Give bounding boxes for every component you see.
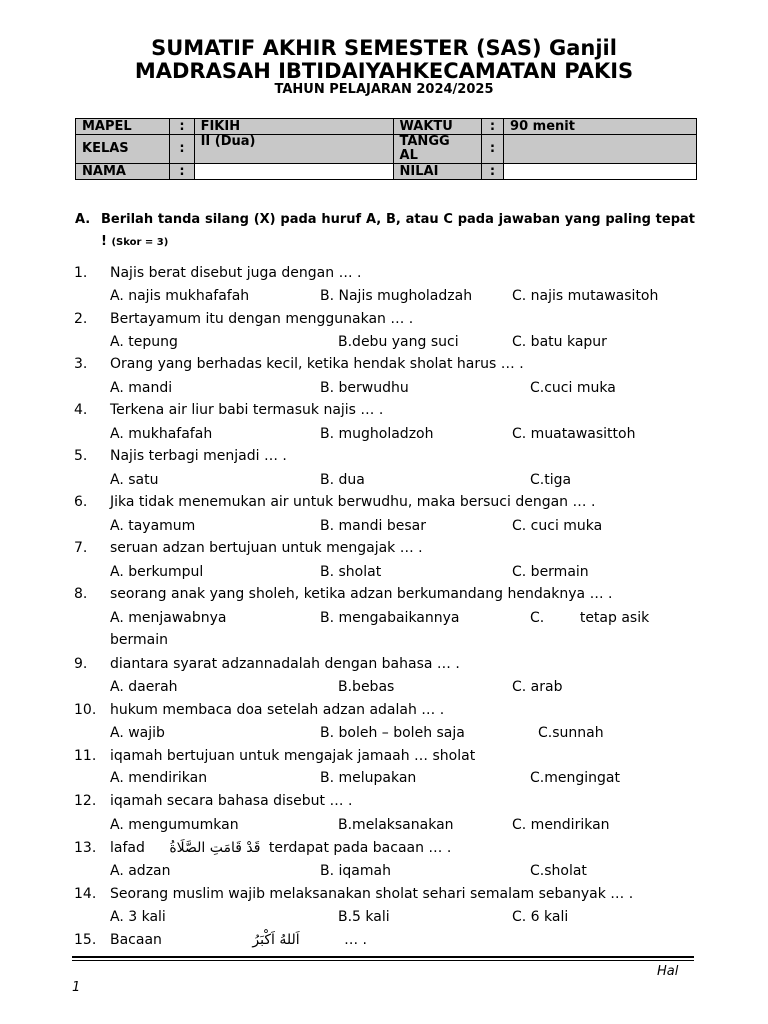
question-number: 2. (74, 311, 88, 327)
question-text: seruan adzan bertujuan untuk mengajak … . (110, 540, 423, 556)
question-number: 7. (74, 540, 88, 556)
question-number: 14. (74, 886, 97, 902)
nilai-value[interactable] (504, 164, 697, 180)
option-b[interactable]: B. berwudhu (320, 380, 409, 396)
option-c[interactable]: C.sholat (530, 863, 587, 879)
option-b[interactable]: B. dua (320, 472, 365, 488)
option-b[interactable]: B. melupakan (320, 770, 417, 786)
question-text: Jika tidak menemukan air untuk berwudhu, maka bersuci dengan … . (110, 494, 596, 510)
arabic-phrase: قَدْ قَامَتِ الصَّلَاةُ (169, 840, 261, 856)
question-number: 13. (74, 840, 97, 856)
academic-year: TAHUN PELAJARAN 2024/2025 (274, 82, 494, 97)
tanggal-label: TANGG AL (393, 135, 481, 164)
option-c-continuation: bermain (110, 632, 168, 648)
score-note: (Skor = 3) (111, 237, 169, 248)
colon: : (170, 164, 194, 180)
footer-divider-thin (72, 960, 694, 961)
info-row-kelas (76, 135, 697, 164)
option-c[interactable]: C. cuci muka (512, 518, 603, 534)
question-text: iqamah bertujuan untuk mengajak jamaah … sholat (110, 748, 476, 764)
question-number: 12. (74, 793, 97, 809)
school-name: MADRASAH IBTIDAIYAHKECAMATAN PAKIS (134, 59, 634, 83)
question-text: Najis terbagi menjadi … . (110, 448, 287, 464)
student-info-table (75, 118, 697, 180)
option-c[interactable]: C. arab (512, 679, 563, 695)
question-text: Bertayamum itu dengan menggunakan … . (110, 311, 414, 327)
option-b[interactable]: B. mengabaikannya (320, 610, 460, 626)
question-number: 8. (74, 586, 88, 602)
question-text: diantara syarat adzannadalah dengan bahasa … . (110, 656, 460, 672)
option-c[interactable]: C. 6 kali (512, 909, 569, 925)
option-c[interactable]: C. batu kapur (512, 334, 607, 350)
question-text-pre: lafad (110, 840, 145, 856)
option-b[interactable]: B.debu yang suci (338, 334, 459, 350)
option-a[interactable]: A. 3 kali (110, 909, 166, 925)
option-b[interactable]: B. sholat (320, 564, 382, 580)
instruction-text: Berilah tanda silang (X) pada huruf A, B, atau C pada jawaban yang paling tepat ! (101, 212, 695, 249)
colon: : (481, 135, 503, 164)
option-a[interactable]: A. mendirikan (110, 770, 208, 786)
kelas-value: II (Dua) (194, 135, 393, 164)
question-number: 5. (74, 448, 88, 464)
option-c[interactable]: C. mendirikan (512, 817, 610, 833)
question-text-pre: Bacaan (110, 932, 162, 948)
arabic-phrase: اَللهُ اَكْبَرُ (252, 932, 300, 948)
option-b[interactable]: B. mandi besar (320, 518, 426, 534)
option-b[interactable]: B.melaksanakan (338, 817, 454, 833)
colon: : (170, 135, 194, 164)
option-a[interactable]: A. najis mukhafafah (110, 288, 250, 304)
option-a[interactable]: A. mukhafafah (110, 426, 213, 442)
colon: : (481, 119, 503, 135)
option-c[interactable]: C. najis mutawasitoh (512, 288, 659, 304)
page-label: Hal (657, 964, 679, 979)
kelas-label: KELAS (76, 135, 170, 164)
page-number: 1 (72, 980, 81, 995)
option-a[interactable]: A. mengumumkan (110, 817, 239, 833)
question-number: 15. (74, 932, 97, 948)
option-c[interactable]: C.mengingat (530, 770, 620, 786)
option-b[interactable]: B. mugholadzoh (320, 426, 434, 442)
option-a[interactable]: A. berkumpul (110, 564, 204, 580)
option-b[interactable]: B. boleh – boleh saja (320, 725, 465, 741)
question-text: hukum membaca doa setelah adzan adalah … . (110, 702, 445, 718)
option-a[interactable]: A. menjawabnya (110, 610, 227, 626)
option-a[interactable]: A. satu (110, 472, 159, 488)
option-c[interactable]: C. tetap asik (530, 610, 650, 626)
question-number: 3. (74, 356, 88, 372)
colon: : (481, 164, 503, 180)
mapel-value: FIKIH (194, 119, 393, 135)
question-number: 10. (74, 702, 97, 718)
exam-title: SUMATIF AKHIR SEMESTER (SAS) Ganjil (151, 36, 617, 60)
question-text: iqamah secara bahasa disebut … . (110, 793, 353, 809)
question-text: Seorang muslim wajib melaksanakan sholat sehari semalam sebanyak … . (110, 886, 634, 902)
nilai-label: NILAI (393, 164, 481, 180)
option-a[interactable]: A. mandi (110, 380, 173, 396)
option-b[interactable]: B. Najis mugholadzah (320, 288, 473, 304)
nama-label: NAMA (76, 164, 170, 180)
question-number: 9. (74, 656, 88, 672)
question-number: 1. (74, 265, 88, 281)
mapel-label: MAPEL (76, 119, 170, 135)
option-a[interactable]: A. adzan (110, 863, 171, 879)
question-text: Najis berat disebut juga dengan … . (110, 265, 362, 281)
option-b[interactable]: B. iqamah (320, 863, 391, 879)
section-letter: A. (75, 212, 91, 227)
waktu-value: 90 menit (504, 119, 697, 135)
colon: : (170, 119, 194, 135)
tanggal-value[interactable] (504, 135, 697, 164)
question-number: 4. (74, 402, 88, 418)
option-b[interactable]: B.5 kali (338, 909, 390, 925)
question-text-post: … . (344, 932, 367, 948)
option-c[interactable]: C. muatawasittoh (512, 426, 636, 442)
question-text: Terkena air liur babi termasuk najis … . (110, 402, 384, 418)
question-text: Orang yang berhadas kecil, ketika hendak sholat harus … . (110, 356, 524, 372)
instruction (75, 209, 695, 254)
question-number: 6. (74, 494, 88, 510)
option-c[interactable]: C.sunnah (538, 725, 604, 741)
info-row-mapel (76, 119, 697, 135)
question-text: seorang anak yang sholeh, ketika adzan berkumandang hendaknya … . (110, 586, 613, 602)
option-b[interactable]: B.bebas (338, 679, 395, 695)
option-a[interactable]: A. wajib (110, 725, 165, 741)
waktu-label: WAKTU (393, 119, 481, 135)
question-number: 11. (74, 748, 97, 764)
option-c[interactable]: C.tiga (530, 472, 572, 488)
footer-divider-thick (72, 956, 694, 958)
option-c[interactable]: C.cuci muka (530, 380, 616, 396)
option-a[interactable]: A. tepung (110, 334, 178, 350)
option-a[interactable]: A. tayamum (110, 518, 196, 534)
option-c[interactable]: C. bermain (512, 564, 589, 580)
question-text-post: terdapat pada bacaan … . (268, 840, 452, 856)
nama-value[interactable] (194, 164, 393, 180)
option-a[interactable]: A. daerah (110, 679, 178, 695)
info-row-nama (76, 164, 697, 180)
